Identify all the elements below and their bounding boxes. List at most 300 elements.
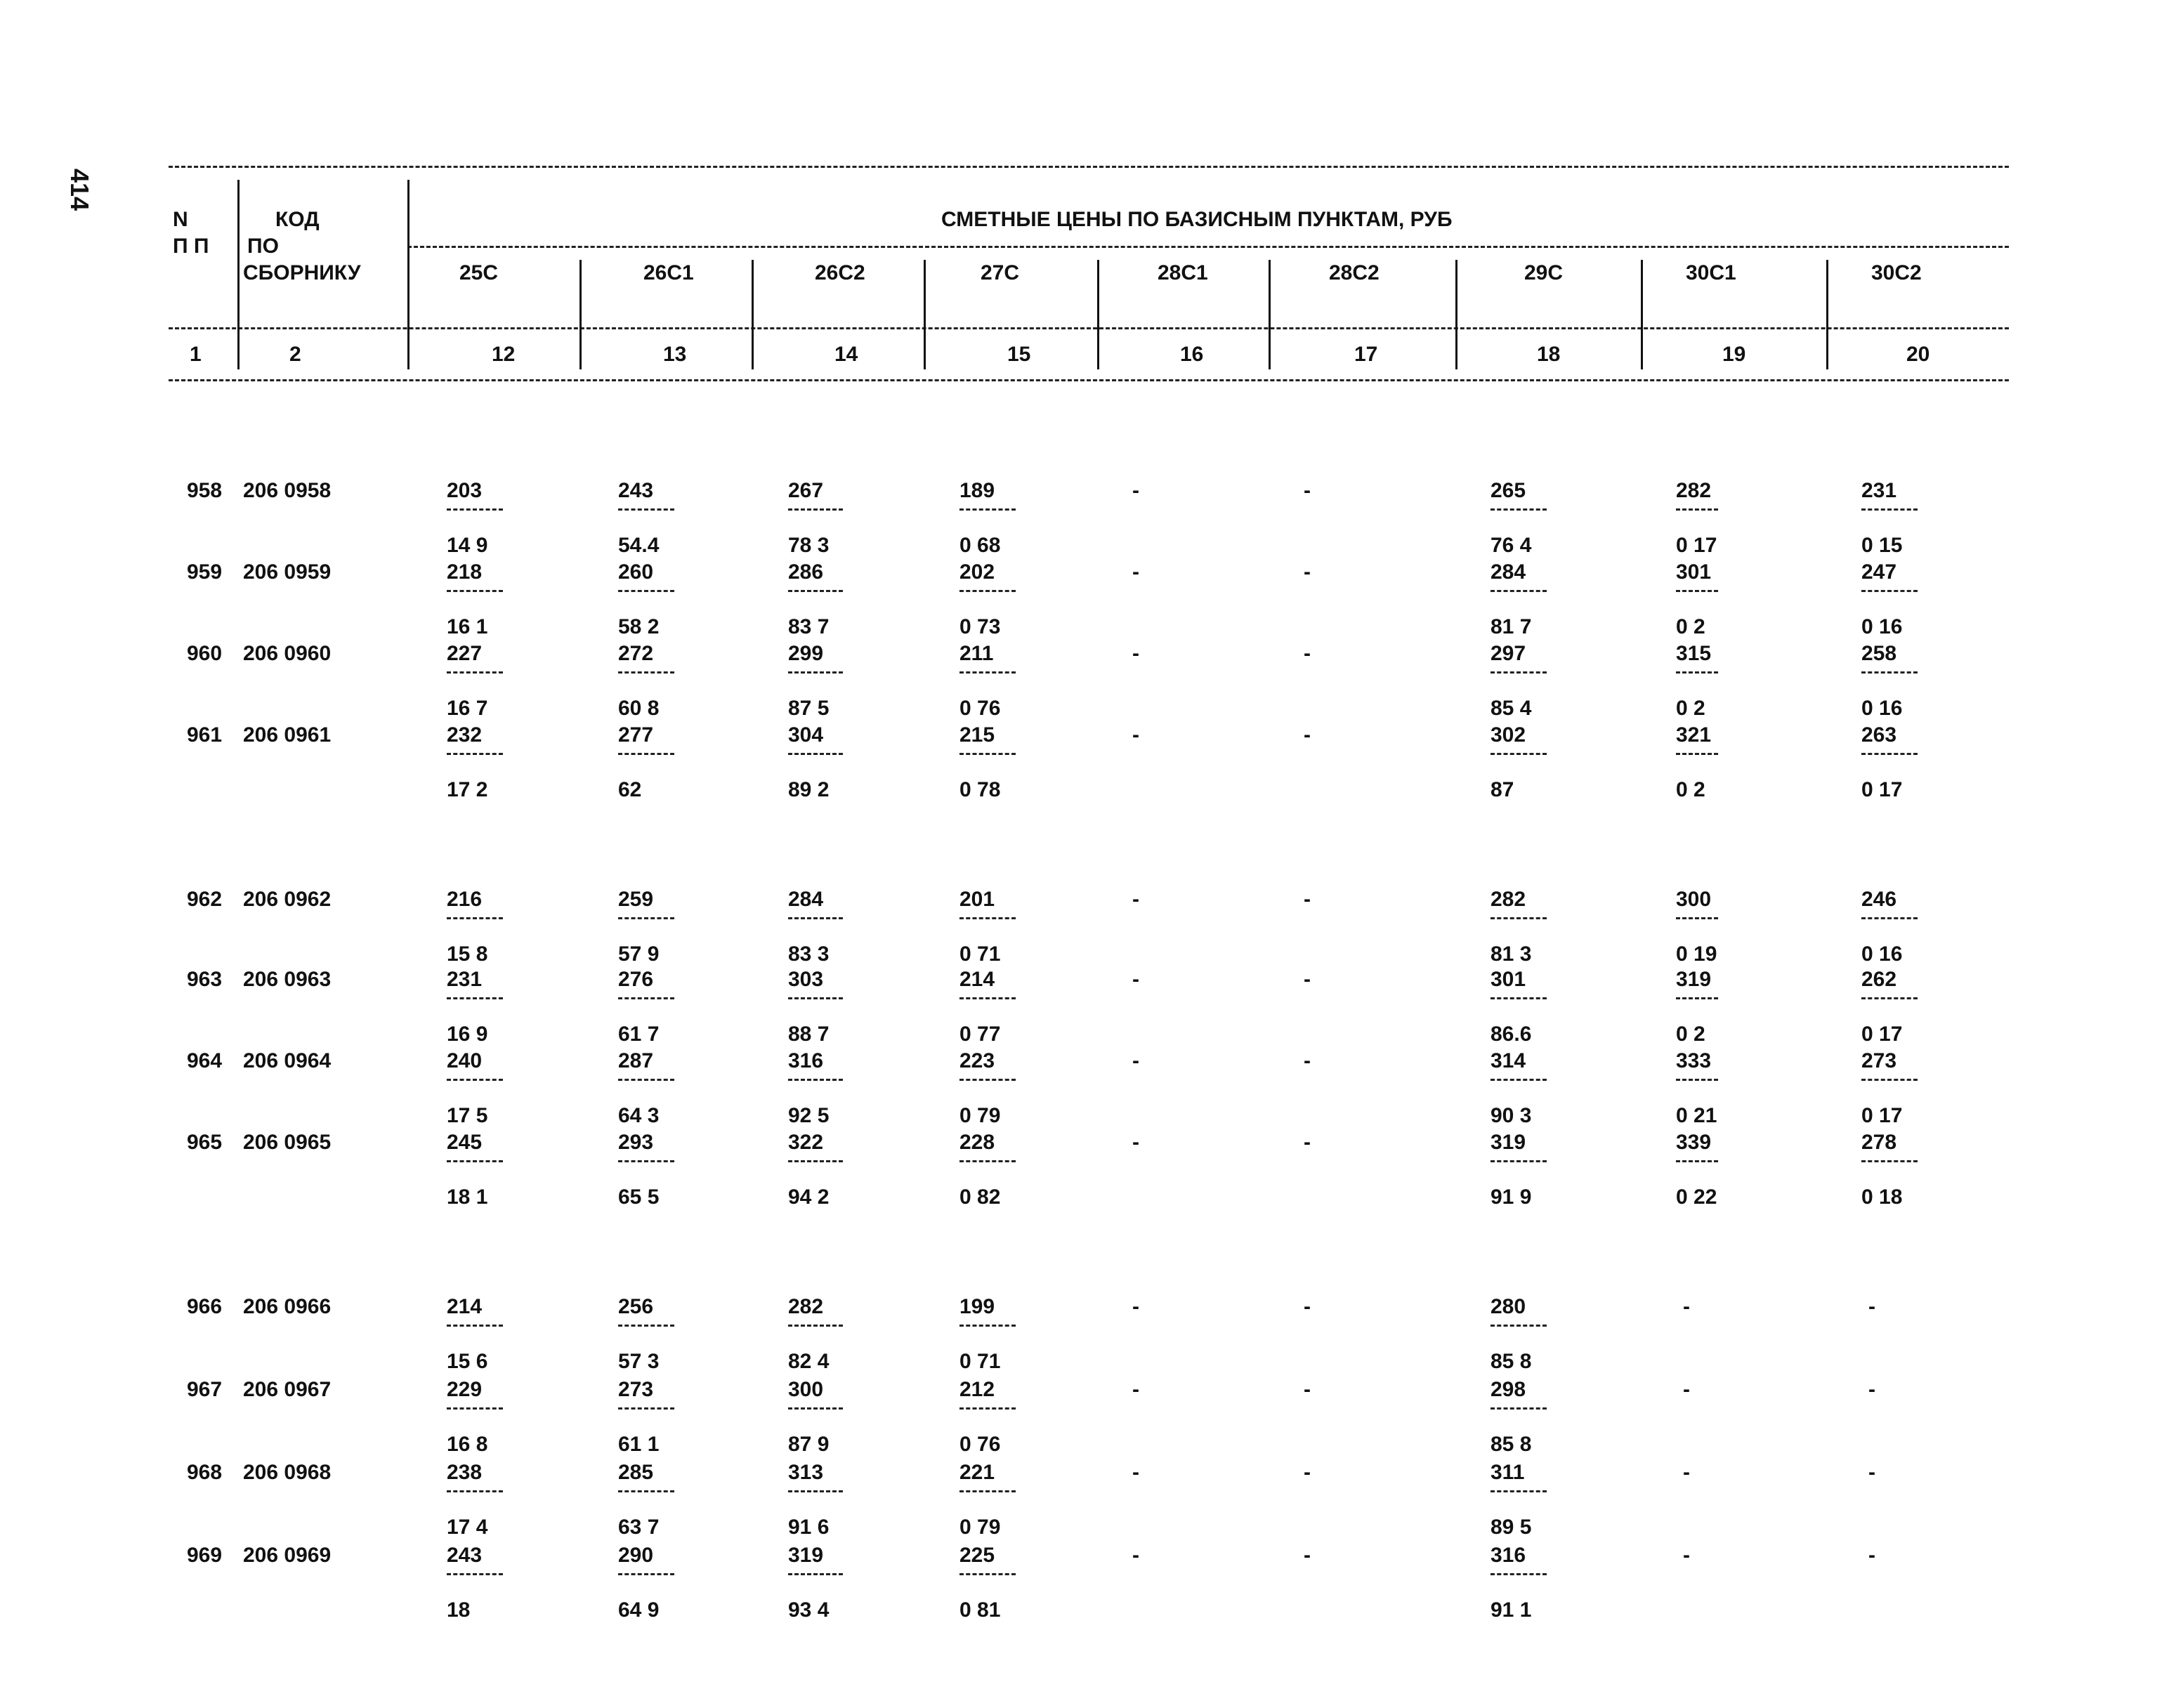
cell-value-upper: 218 — [447, 560, 483, 584]
cell-value-lower: 0 2 — [1676, 778, 1705, 801]
column-number-7: 16 — [1180, 343, 1204, 366]
cell-value-upper: 189 — [959, 479, 995, 502]
fraction-bar — [1491, 1160, 1547, 1162]
cell-value-lower: 16 8 — [447, 1433, 488, 1456]
cell-value-upper: 243 — [618, 479, 654, 502]
cell-value-lower: 0 17 — [1676, 534, 1717, 557]
row-code: 206 0965 — [243, 1131, 332, 1154]
cell-value-lower: 0 15 — [1861, 534, 1903, 557]
row-number: 969 — [187, 1544, 223, 1567]
fraction-bar — [959, 508, 1016, 511]
row-code: 206 0963 — [243, 968, 332, 991]
cell-empty-dash: - — [1132, 1461, 1139, 1484]
cell-value-lower: 16 9 — [447, 1023, 488, 1046]
cell-value-lower: 82 4 — [788, 1350, 830, 1373]
vbar-6 — [1097, 260, 1099, 369]
cell-value-lower: 78 3 — [788, 534, 830, 557]
cell-empty-dash: - — [1132, 642, 1139, 665]
fraction-bar — [1861, 1079, 1918, 1081]
fraction-bar — [1861, 917, 1918, 919]
row-number: 960 — [187, 642, 223, 665]
cell-value-upper: 214 — [447, 1295, 483, 1318]
fraction-bar — [618, 917, 674, 919]
fraction-bar — [788, 1079, 843, 1081]
fraction-bar — [618, 997, 674, 999]
cell-value-lower: 0 71 — [959, 942, 1001, 966]
column-header-7: 29С — [1524, 261, 1564, 284]
fraction-bar — [1491, 1325, 1547, 1327]
cell-value-upper: 319 — [1676, 968, 1712, 991]
cell-value-lower: 0 2 — [1676, 615, 1705, 638]
cell-value-upper: 282 — [1676, 479, 1712, 502]
vbar-4 — [752, 260, 754, 369]
cell-value-lower: 0 82 — [959, 1185, 1001, 1209]
row-code: 206 0962 — [243, 888, 332, 911]
cell-value-lower: 16 7 — [447, 697, 488, 720]
cell-value-lower: 14 9 — [447, 534, 488, 557]
cell-value-upper: 316 — [788, 1049, 824, 1072]
cell-value-lower: 57 3 — [618, 1350, 660, 1373]
cell-value-upper: 278 — [1861, 1131, 1897, 1154]
row-number: 968 — [187, 1461, 223, 1484]
cell-value-lower: 0 16 — [1861, 942, 1903, 966]
cell-value-upper: 240 — [447, 1049, 483, 1072]
cell-value-lower: 81 7 — [1491, 615, 1532, 638]
fraction-bar — [1491, 1573, 1547, 1575]
cell-value-lower: 93 4 — [788, 1598, 830, 1622]
cell-value-upper: 285 — [618, 1461, 654, 1484]
column-header-2: 26С1 — [643, 261, 694, 284]
cell-value-lower: 81 3 — [1491, 942, 1532, 966]
row-code: 206 0967 — [243, 1378, 332, 1401]
cell-value-lower: 58 2 — [618, 615, 660, 638]
row-number: 961 — [187, 723, 223, 747]
col-pp-label: П П — [173, 235, 209, 258]
cell-value-upper: 212 — [959, 1378, 995, 1401]
cell-value-upper: 300 — [1676, 888, 1712, 911]
fraction-bar — [1491, 997, 1547, 999]
fraction-bar — [788, 590, 843, 592]
cell-empty-dash: - — [1304, 479, 1311, 502]
fraction-bar — [618, 1325, 674, 1327]
fraction-bar — [788, 508, 843, 511]
cell-value-lower: 17 4 — [447, 1516, 488, 1539]
fraction-bar — [959, 753, 1016, 755]
col-code-label-3: СБОРНИКУ — [243, 261, 361, 284]
cell-value-upper: 315 — [1676, 642, 1712, 665]
cell-empty-dash: - — [1868, 1295, 1875, 1318]
cell-empty-dash: - — [1304, 968, 1311, 991]
cell-value-upper: 282 — [788, 1295, 824, 1318]
cell-value-lower: 0 17 — [1861, 1023, 1903, 1046]
cell-value-lower: 57 9 — [618, 942, 660, 966]
cell-value-upper: 211 — [959, 642, 994, 665]
cell-empty-dash: - — [1132, 479, 1139, 502]
cell-value-lower: 86.6 — [1491, 1023, 1532, 1046]
cell-value-upper: 280 — [1491, 1295, 1526, 1318]
cell-value-upper: 256 — [618, 1295, 654, 1318]
cell-value-upper: 300 — [788, 1378, 824, 1401]
fraction-bar — [1861, 590, 1918, 592]
cell-value-upper: 243 — [447, 1544, 483, 1567]
cell-value-upper: 259 — [618, 888, 654, 911]
cell-value-lower: 16 1 — [447, 615, 488, 638]
cell-value-upper: 245 — [447, 1131, 483, 1154]
cell-value-upper: 265 — [1491, 479, 1526, 502]
cell-value-upper: 322 — [788, 1131, 824, 1154]
fraction-bar — [788, 917, 843, 919]
fraction-bar — [1676, 997, 1718, 999]
column-number-3: 12 — [492, 343, 516, 366]
cell-empty-dash: - — [1683, 1461, 1690, 1484]
cell-value-upper: 299 — [788, 642, 824, 665]
cell-value-upper: 282 — [1491, 888, 1526, 911]
cell-value-lower: 64 9 — [618, 1598, 660, 1622]
fraction-bar — [1491, 917, 1547, 919]
fraction-bar — [959, 590, 1016, 592]
cell-value-upper: 286 — [788, 560, 824, 584]
cell-value-lower: 0 81 — [959, 1598, 1001, 1622]
cell-value-lower: 89 5 — [1491, 1516, 1532, 1539]
cell-value-lower: 94 2 — [788, 1185, 830, 1209]
cell-value-upper: 276 — [618, 968, 654, 991]
col-n-label: N — [173, 208, 188, 231]
cell-value-upper: 304 — [788, 723, 824, 747]
fraction-bar — [618, 671, 674, 674]
cell-value-upper: 301 — [1491, 968, 1526, 991]
cell-empty-dash: - — [1868, 1544, 1875, 1567]
cell-value-upper: 238 — [447, 1461, 483, 1484]
fraction-bar — [1676, 917, 1718, 919]
cell-value-upper: 215 — [959, 723, 995, 747]
vbar-1 — [237, 180, 240, 369]
column-header-5: 28С1 — [1158, 261, 1208, 284]
cell-value-lower: 61 7 — [618, 1023, 660, 1046]
cell-value-lower: 89 2 — [788, 778, 830, 801]
row-number: 963 — [187, 968, 223, 991]
vbar-10 — [1826, 260, 1828, 369]
vbar-7 — [1269, 260, 1271, 369]
cell-value-upper: 227 — [447, 642, 483, 665]
fraction-bar — [1676, 671, 1718, 674]
fraction-bar — [1676, 753, 1718, 755]
col-code-label-2: ПО — [247, 235, 279, 258]
row-code: 206 0959 — [243, 560, 332, 584]
cell-value-upper: 319 — [1491, 1131, 1526, 1154]
header-top-rule — [169, 166, 2009, 168]
cell-value-upper: 302 — [1491, 723, 1526, 747]
fraction-bar — [1676, 1079, 1718, 1081]
cell-value-lower: 0 16 — [1861, 615, 1903, 638]
fraction-bar — [959, 1325, 1016, 1327]
cell-value-lower: 0 21 — [1676, 1104, 1717, 1127]
cell-empty-dash: - — [1132, 1544, 1139, 1567]
fraction-bar — [1491, 1490, 1547, 1492]
cell-value-upper: 225 — [959, 1544, 995, 1567]
cell-empty-dash: - — [1304, 642, 1311, 665]
fraction-bar — [1491, 753, 1547, 755]
fraction-bar — [447, 671, 503, 674]
cell-value-lower: 0 76 — [959, 1433, 1001, 1456]
row-number: 964 — [187, 1049, 223, 1072]
fraction-bar — [788, 1573, 843, 1575]
vbar-3 — [579, 260, 582, 369]
cell-empty-dash: - — [1132, 1295, 1139, 1318]
vbar-2 — [407, 180, 410, 369]
cell-empty-dash: - — [1304, 888, 1311, 911]
column-number-6: 15 — [1007, 343, 1031, 366]
fraction-bar — [1861, 753, 1918, 755]
column-number-9: 18 — [1537, 343, 1561, 366]
cell-value-upper: 262 — [1861, 968, 1897, 991]
fraction-bar — [1861, 671, 1918, 674]
fraction-bar — [959, 1573, 1016, 1575]
row-code: 206 0969 — [243, 1544, 332, 1567]
page-number: 414 — [65, 169, 94, 211]
fraction-bar — [447, 1160, 503, 1162]
cell-empty-dash: - — [1683, 1295, 1690, 1318]
cell-empty-dash: - — [1868, 1378, 1875, 1401]
row-code: 206 0966 — [243, 1295, 332, 1318]
cell-value-lower: 85 8 — [1491, 1433, 1532, 1456]
cell-value-upper: 303 — [788, 968, 824, 991]
fraction-bar — [447, 590, 503, 592]
cell-empty-dash: - — [1304, 1049, 1311, 1072]
fraction-bar — [447, 508, 503, 511]
fraction-bar — [1676, 590, 1718, 592]
row-code: 206 0961 — [243, 723, 332, 747]
cell-value-upper: 260 — [618, 560, 654, 584]
cell-value-upper: 277 — [618, 723, 654, 747]
cell-value-upper: 216 — [447, 888, 483, 911]
fraction-bar — [788, 1160, 843, 1162]
column-header-4: 27С — [981, 261, 1020, 284]
cell-value-upper: 231 — [447, 968, 483, 991]
cell-empty-dash: - — [1132, 723, 1139, 747]
cell-value-lower: 62 — [618, 778, 642, 801]
cell-empty-dash: - — [1304, 1461, 1311, 1484]
cell-value-lower: 76 4 — [1491, 534, 1532, 557]
cell-value-upper: 221 — [959, 1461, 995, 1484]
fraction-bar — [959, 1160, 1016, 1162]
fraction-bar — [788, 997, 843, 999]
column-number-4: 13 — [663, 343, 687, 366]
cell-value-lower: 83 7 — [788, 615, 830, 638]
row-number: 962 — [187, 888, 223, 911]
cell-value-upper: 273 — [618, 1378, 654, 1401]
cell-value-lower: 88 7 — [788, 1023, 830, 1046]
group-title: СМЕТНЫЕ ЦЕНЫ ПО БАЗИСНЫМ ПУНКТАМ, РУБ — [941, 208, 1453, 231]
cell-empty-dash: - — [1304, 723, 1311, 747]
cell-value-lower: 0 79 — [959, 1516, 1001, 1539]
cell-empty-dash: - — [1683, 1544, 1690, 1567]
fraction-bar — [959, 917, 1016, 919]
cell-empty-dash: - — [1304, 1295, 1311, 1318]
cell-value-lower: 91 6 — [788, 1516, 830, 1539]
fraction-bar — [1491, 671, 1547, 674]
cell-empty-dash: - — [1304, 1378, 1311, 1401]
cell-value-upper: 246 — [1861, 888, 1897, 911]
header-mid-rule — [407, 246, 2009, 248]
column-number-5: 14 — [834, 343, 858, 366]
fraction-bar — [1861, 1160, 1918, 1162]
cell-value-lower: 0 22 — [1676, 1185, 1717, 1209]
fraction-bar — [618, 1573, 674, 1575]
fraction-bar — [618, 1160, 674, 1162]
cell-empty-dash: - — [1132, 1049, 1139, 1072]
fraction-bar — [1491, 1079, 1547, 1081]
cell-value-upper: 231 — [1861, 479, 1897, 502]
vbar-8 — [1455, 260, 1457, 369]
cell-value-lower: 18 — [447, 1598, 471, 1622]
cell-value-upper: 284 — [788, 888, 824, 911]
fraction-bar — [618, 1079, 674, 1081]
cell-value-lower: 65 5 — [618, 1185, 660, 1209]
cell-value-upper: 321 — [1676, 723, 1712, 747]
cell-value-lower: 91 9 — [1491, 1185, 1532, 1209]
fraction-bar — [447, 997, 503, 999]
cell-value-upper: 333 — [1676, 1049, 1712, 1072]
column-number-8: 17 — [1354, 343, 1378, 366]
cell-empty-dash: - — [1132, 560, 1139, 584]
cell-value-lower: 92 5 — [788, 1104, 830, 1127]
column-number-10: 19 — [1722, 343, 1746, 366]
cell-value-upper: 313 — [788, 1461, 824, 1484]
fraction-bar — [1676, 1160, 1718, 1162]
row-number: 966 — [187, 1295, 223, 1318]
row-code: 206 0968 — [243, 1461, 332, 1484]
fraction-bar — [447, 753, 503, 755]
column-header-6: 28С2 — [1329, 261, 1380, 284]
cell-value-lower: 87 — [1491, 778, 1514, 801]
fraction-bar — [447, 1079, 503, 1081]
cell-value-upper: 229 — [447, 1378, 483, 1401]
cell-value-upper: 263 — [1861, 723, 1897, 747]
cell-empty-dash: - — [1132, 888, 1139, 911]
fraction-bar — [447, 917, 503, 919]
row-code: 206 0964 — [243, 1049, 332, 1072]
cell-value-upper: 284 — [1491, 560, 1526, 584]
fraction-bar — [447, 1573, 503, 1575]
fraction-bar — [618, 1407, 674, 1410]
cell-value-lower: 15 6 — [447, 1350, 488, 1373]
cell-value-lower: 0 18 — [1861, 1185, 1903, 1209]
fraction-bar — [1491, 1407, 1547, 1410]
cell-value-lower: 0 77 — [959, 1023, 1001, 1046]
fraction-bar — [1491, 590, 1547, 592]
cell-value-upper: 223 — [959, 1049, 995, 1072]
cell-value-lower: 17 5 — [447, 1104, 488, 1127]
cell-value-lower: 85 8 — [1491, 1350, 1532, 1373]
cell-empty-dash: - — [1304, 1131, 1311, 1154]
cell-value-upper: 319 — [788, 1544, 824, 1567]
cell-value-lower: 54.4 — [618, 534, 660, 557]
cell-value-upper: 273 — [1861, 1049, 1897, 1072]
cell-value-lower: 0 17 — [1861, 778, 1903, 801]
col-code-label: КОД — [275, 208, 320, 231]
cell-value-upper: 203 — [447, 479, 483, 502]
cell-value-lower: 0 78 — [959, 778, 1001, 801]
column-header-8: 30С1 — [1686, 261, 1736, 284]
cell-value-lower: 0 16 — [1861, 697, 1903, 720]
cell-value-upper: 214 — [959, 968, 995, 991]
cell-value-upper: 267 — [788, 479, 824, 502]
cell-value-upper: 311 — [1491, 1461, 1525, 1484]
cell-value-lower: 0 71 — [959, 1350, 1001, 1373]
cell-value-upper: 287 — [618, 1049, 654, 1072]
cell-value-upper: 202 — [959, 560, 995, 584]
cell-empty-dash: - — [1304, 560, 1311, 584]
cell-value-upper: 298 — [1491, 1378, 1526, 1401]
row-number: 965 — [187, 1131, 223, 1154]
vbar-9 — [1641, 260, 1643, 369]
fraction-bar — [618, 753, 674, 755]
cell-value-lower: 0 19 — [1676, 942, 1717, 966]
cell-value-lower: 63 7 — [618, 1516, 660, 1539]
fraction-bar — [618, 590, 674, 592]
cell-value-upper: 201 — [959, 888, 995, 911]
column-number-11: 20 — [1906, 343, 1930, 366]
column-header-3: 26С2 — [815, 261, 865, 284]
cell-value-lower: 0 17 — [1861, 1104, 1903, 1127]
vbar-5 — [924, 260, 926, 369]
cell-value-lower: 0 73 — [959, 615, 1001, 638]
fraction-bar — [959, 1407, 1016, 1410]
row-number: 958 — [187, 479, 223, 502]
cell-value-lower: 61 1 — [618, 1433, 660, 1456]
cell-value-lower: 91 1 — [1491, 1598, 1532, 1622]
fraction-bar — [1861, 997, 1918, 999]
cell-empty-dash: - — [1132, 1378, 1139, 1401]
header-sub-rule — [169, 327, 2009, 329]
cell-value-lower: 60 8 — [618, 697, 660, 720]
cell-value-upper: 258 — [1861, 642, 1897, 665]
column-number-1: 1 — [190, 343, 202, 366]
fraction-bar — [1491, 508, 1547, 511]
header-bottom-rule — [169, 379, 2009, 381]
fraction-bar — [447, 1490, 503, 1492]
fraction-bar — [788, 1325, 843, 1327]
cell-value-lower: 83 3 — [788, 942, 830, 966]
fraction-bar — [1676, 508, 1718, 511]
fraction-bar — [788, 1490, 843, 1492]
cell-value-upper: 297 — [1491, 642, 1526, 665]
cell-empty-dash: - — [1868, 1461, 1875, 1484]
cell-value-lower: 0 68 — [959, 534, 1001, 557]
row-code: 206 0958 — [243, 479, 332, 502]
cell-value-lower: 87 5 — [788, 697, 830, 720]
cell-value-lower: 18 1 — [447, 1185, 488, 1209]
fraction-bar — [959, 671, 1016, 674]
cell-value-lower: 0 76 — [959, 697, 1001, 720]
cell-value-upper: 199 — [959, 1295, 995, 1318]
cell-value-upper: 290 — [618, 1544, 654, 1567]
cell-value-lower: 87 9 — [788, 1433, 830, 1456]
fraction-bar — [447, 1407, 503, 1410]
cell-value-upper: 272 — [618, 642, 654, 665]
fraction-bar — [788, 671, 843, 674]
row-number: 959 — [187, 560, 223, 584]
column-header-9: 30С2 — [1871, 261, 1922, 284]
cell-value-lower: 0 79 — [959, 1104, 1001, 1127]
fraction-bar — [447, 1325, 503, 1327]
fraction-bar — [618, 1490, 674, 1492]
cell-empty-dash: - — [1304, 1544, 1311, 1567]
cell-value-upper: 293 — [618, 1131, 654, 1154]
fraction-bar — [1861, 508, 1918, 511]
column-number-2: 2 — [289, 343, 301, 366]
fraction-bar — [959, 1079, 1016, 1081]
